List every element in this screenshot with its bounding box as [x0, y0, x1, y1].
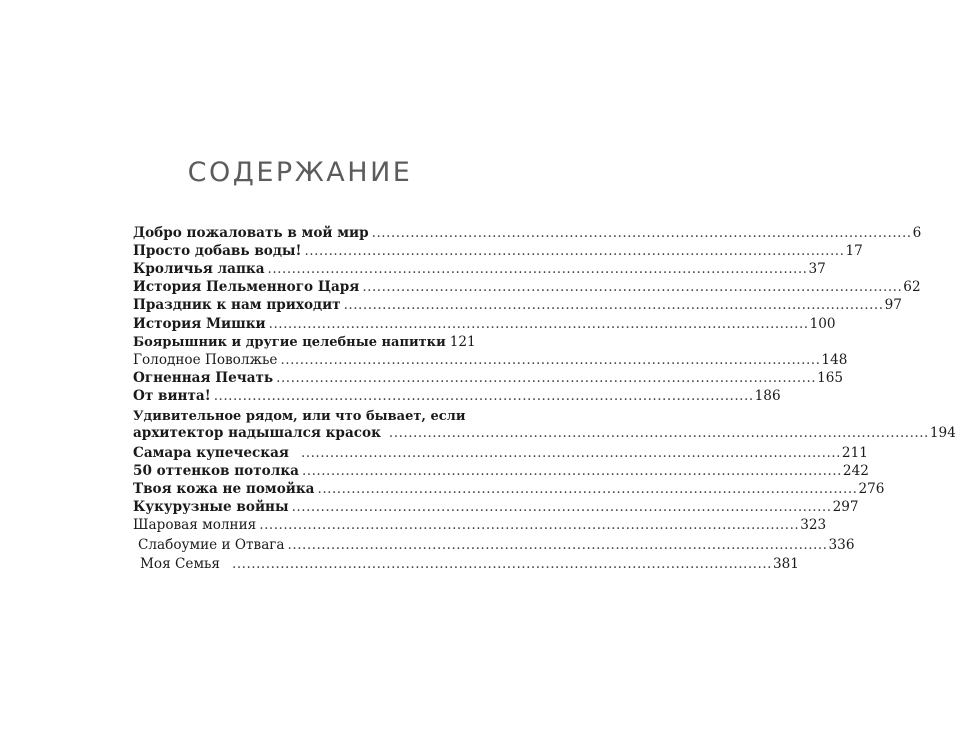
toc-entry-title: История Пельменного Царя [133, 279, 360, 295]
toc-entry-page: 165 [817, 370, 844, 386]
leader-dots: ................................................................................................................ [291, 499, 832, 515]
toc-entry-page: 121 [449, 334, 476, 350]
toc-entry-page: 186 [754, 388, 781, 404]
toc-entry-title: Голодное Поволжье [133, 352, 278, 368]
toc-entry [133, 243, 863, 260]
toc-entry [133, 499, 859, 516]
toc-entry [133, 297, 902, 314]
toc-entry [133, 334, 476, 351]
leader-dots: ................................................................................................................ [362, 279, 903, 295]
leader-dots: ................................................................................................................ [267, 261, 808, 277]
toc-entry-page: 37 [808, 261, 826, 277]
toc-entry [133, 408, 956, 442]
toc-entry-page: 211 [841, 445, 868, 461]
toc-entry-page: 323 [800, 517, 827, 533]
toc-entry-title-line2: архитектор надышался красок [133, 425, 381, 441]
toc-entry-page: 381 [772, 556, 799, 572]
toc-entry-page: 148 [821, 352, 848, 368]
leader-dots: ................................................................................................................ [280, 352, 821, 368]
leader-dots: ................................................................................................................ [343, 297, 884, 313]
leader-dots: ................................................................................................................ [287, 537, 828, 553]
toc-entry-title: Праздник к нам приходит [133, 297, 341, 313]
toc-entry-title: 50 оттенков потолка [133, 463, 299, 479]
toc-entry [133, 445, 868, 462]
toc-entry [133, 316, 836, 333]
toc-entry-page: 17 [845, 243, 863, 259]
page-title: СОДЕРЖАНИЕ [187, 157, 413, 188]
leader-dots: ................................................................................................................ [268, 316, 809, 332]
toc-entry [133, 481, 885, 498]
leader-dots: ................................................................................................................ [317, 481, 858, 497]
toc-entry [138, 537, 855, 554]
toc-entry [133, 225, 922, 242]
toc-entry-title: Боярышник и другие целебные напитки [133, 335, 446, 350]
toc-entry-page: 242 [842, 463, 869, 479]
toc-entry [133, 279, 921, 296]
toc-entry-page: 62 [903, 279, 921, 295]
leader-dots: ................................................................................................................ [276, 370, 817, 386]
toc-entry-title: От винта! [133, 388, 211, 404]
leader-dots: ................................................................................................................ [232, 556, 772, 572]
toc-entry-title: Кроличья лапка [133, 261, 265, 277]
toc-entry [133, 463, 869, 480]
toc-entry-title: Твоя кожа не помойка [133, 481, 315, 497]
toc-entry [140, 556, 799, 573]
leader-dots: ................................................................................................................ [213, 388, 754, 404]
toc-entry-title: Огненная Печать [133, 370, 274, 386]
toc-entry [133, 517, 827, 534]
leader-dots: ................................................................................................................ [371, 225, 912, 241]
toc-entry-page: 297 [832, 499, 859, 515]
leader-dots: ................................................................................................................ [388, 425, 929, 441]
toc-entry-line2 [133, 425, 956, 442]
leader-dots: ................................................................................................................ [301, 463, 842, 479]
leader-dots: ................................................................................................................ [304, 243, 845, 259]
toc-entry-title: Просто добавь воды! [133, 243, 302, 259]
leader-dots: ................................................................................................................ [259, 517, 800, 533]
toc-entry-page: 276 [858, 481, 885, 497]
toc-entry [133, 388, 781, 405]
leader-dots: ................................................................................................................ [300, 445, 841, 461]
toc-entry-page: 97 [884, 297, 902, 313]
toc-entry-title: Кукурузные войны [133, 499, 289, 515]
toc-entry [133, 261, 826, 278]
toc-entry-title: История Мишки [133, 316, 266, 332]
toc-entry-title: Слабоумие и Отвага [138, 537, 285, 553]
toc-entry-title: Добро пожаловать в мой мир [133, 225, 369, 241]
toc-entry-title: Самара купеческая [133, 445, 289, 461]
toc-entry-title-line1: Удивительное рядом, или что бывает, если [133, 409, 466, 424]
toc-entry [133, 370, 844, 387]
toc-entry [133, 352, 848, 369]
toc-entry-title: Моя Семья [140, 556, 220, 572]
toc-entry-page: 6 [912, 225, 922, 241]
toc-entry-title: Шаровая молния [133, 517, 257, 533]
toc-entry-page: 100 [809, 316, 836, 332]
toc-entry-page: 194 [929, 425, 956, 441]
toc-entry-page: 336 [828, 537, 855, 553]
